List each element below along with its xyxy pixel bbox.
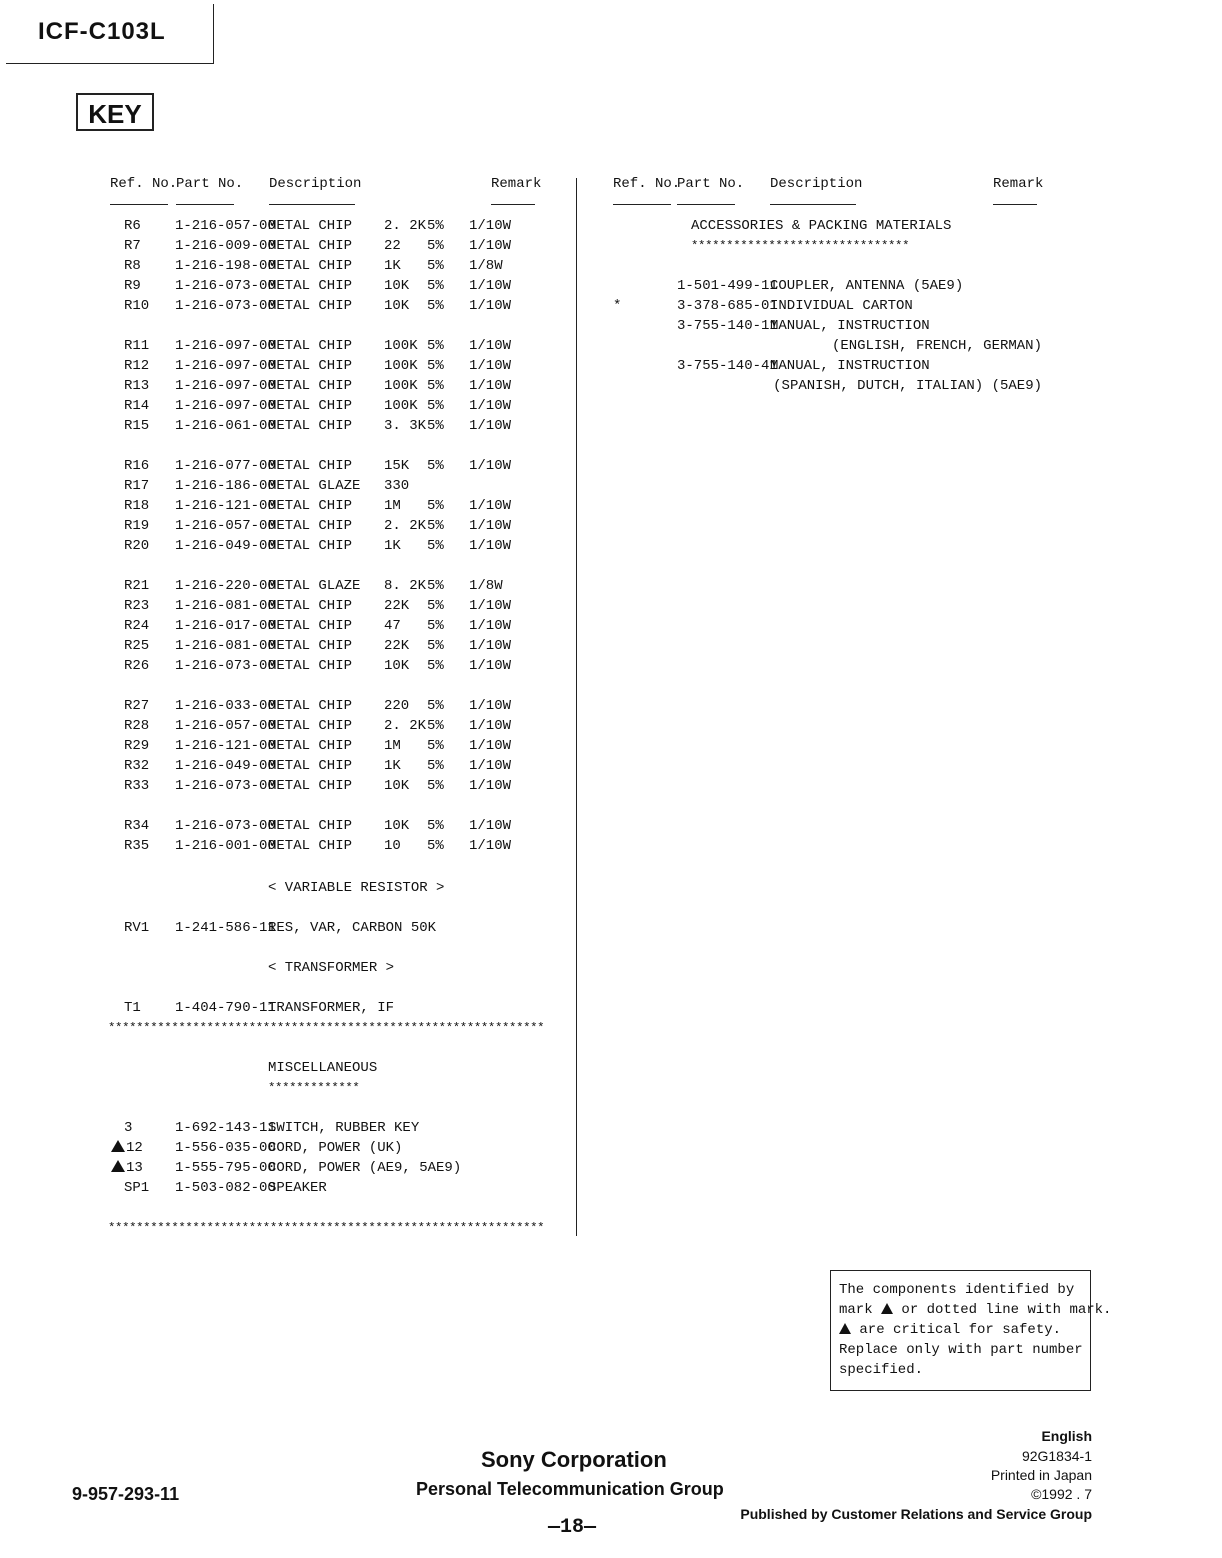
table-row bbox=[577, 276, 1057, 296]
tolerance: 5% bbox=[427, 538, 444, 554]
part-no: 1-216-073-00 bbox=[175, 818, 276, 834]
remark: 1/10W bbox=[469, 738, 512, 754]
value: 10K bbox=[384, 298, 410, 314]
ref-no: R16 bbox=[124, 458, 150, 474]
right-header-desc: Description bbox=[770, 176, 863, 192]
tolerance: 5% bbox=[427, 398, 444, 414]
header-divider-vertical bbox=[213, 4, 214, 64]
part-no: 1-216-097-00 bbox=[175, 358, 276, 374]
part-no: 1-216-017-00 bbox=[175, 618, 276, 634]
remark: 1/10W bbox=[469, 758, 512, 774]
remark: 1/10W bbox=[469, 458, 512, 474]
tolerance: 5% bbox=[427, 218, 444, 234]
value: 2. 2K bbox=[384, 518, 427, 534]
value: 330 bbox=[384, 478, 410, 494]
table-row bbox=[0, 576, 576, 596]
remark: 1/10W bbox=[469, 338, 512, 354]
description: INDIVIDUAL CARTON bbox=[770, 298, 913, 314]
description: TRANSFORMER, IF bbox=[268, 1000, 395, 1016]
tolerance: 5% bbox=[427, 658, 444, 674]
ref-no: R7 bbox=[124, 238, 141, 254]
ref-no: R12 bbox=[124, 358, 150, 374]
value: 10K bbox=[384, 278, 410, 294]
table-row bbox=[0, 636, 576, 656]
remark: 1/10W bbox=[469, 518, 512, 534]
ref-no: R29 bbox=[124, 738, 150, 754]
value: 10K bbox=[384, 778, 410, 794]
description: METAL CHIP bbox=[268, 338, 353, 354]
description: METAL CHIP bbox=[268, 818, 353, 834]
ref-no: R8 bbox=[124, 258, 141, 274]
part-no: 1-216-220-00 bbox=[175, 578, 276, 594]
tolerance: 5% bbox=[427, 618, 444, 634]
tolerance: 5% bbox=[427, 238, 444, 254]
value: 1M bbox=[384, 498, 401, 514]
section-title-misc: MISCELLANEOUS bbox=[268, 1060, 378, 1076]
description: CORD, POWER (AE9, 5AE9) bbox=[268, 1160, 462, 1176]
ref-no: R19 bbox=[124, 518, 150, 534]
ref-no: SP1 bbox=[124, 1180, 150, 1196]
ref-no: 12 bbox=[126, 1140, 143, 1156]
right-header-part: Part No. bbox=[677, 176, 745, 192]
value: 47 bbox=[384, 618, 401, 634]
tolerance: 5% bbox=[427, 278, 444, 294]
description: METAL CHIP bbox=[268, 358, 353, 374]
ref-cell bbox=[111, 1138, 143, 1158]
safety-line: Replace only with part number bbox=[839, 1342, 1083, 1358]
table-row bbox=[0, 296, 576, 316]
part-no: 1-216-033-00 bbox=[175, 698, 276, 714]
header-underline bbox=[491, 204, 535, 205]
description: METAL CHIP bbox=[268, 718, 353, 734]
tolerance: 5% bbox=[427, 418, 444, 434]
document-number: 9-957-293-11 bbox=[72, 1484, 180, 1504]
table-row bbox=[0, 918, 576, 938]
part-no: 1-216-198-00 bbox=[175, 258, 276, 274]
value: 10 bbox=[384, 838, 401, 854]
value: 2. 2K bbox=[384, 718, 427, 734]
ref-no: R17 bbox=[124, 478, 150, 494]
publisher: Published by Customer Relations and Service Group bbox=[740, 1506, 1092, 1522]
part-no: 1-216-057-00 bbox=[175, 718, 276, 734]
value: 22 bbox=[384, 238, 401, 254]
safety-line: The components identified by bbox=[839, 1282, 1075, 1298]
value: 22K bbox=[384, 598, 410, 614]
part-no: 1-216-097-00 bbox=[175, 338, 276, 354]
tolerance: 5% bbox=[427, 298, 444, 314]
table-row bbox=[0, 236, 576, 256]
description-continued: (ENGLISH, FRENCH, GERMAN) bbox=[831, 338, 1042, 354]
header-underline bbox=[993, 204, 1037, 205]
remark: 1/10W bbox=[469, 778, 512, 794]
description: METAL CHIP bbox=[268, 398, 353, 414]
value: 220 bbox=[384, 698, 410, 714]
table-row bbox=[0, 336, 576, 356]
warning-icon bbox=[111, 1160, 125, 1172]
part-no: 1-216-186-00 bbox=[175, 478, 276, 494]
tolerance: 5% bbox=[427, 458, 444, 474]
ref-no: R23 bbox=[124, 598, 150, 614]
ref-no: R25 bbox=[124, 638, 150, 654]
part-no: 1-216-121-00 bbox=[175, 738, 276, 754]
ref-no: R33 bbox=[124, 778, 150, 794]
remark: 1/10W bbox=[469, 598, 512, 614]
remark: 1/10W bbox=[469, 278, 512, 294]
value: 15K bbox=[384, 458, 410, 474]
value: 1M bbox=[384, 738, 401, 754]
description-continued: (SPANISH, DUTCH, ITALIAN) (5AE9) bbox=[773, 378, 1042, 394]
part-no: 1-404-790-11 bbox=[175, 1000, 276, 1016]
part-no: 1-216-073-00 bbox=[175, 298, 276, 314]
remark: 1/10W bbox=[469, 618, 512, 634]
left-header-remark: Remark bbox=[491, 176, 542, 192]
ref-no: R11 bbox=[124, 338, 150, 354]
value: 1K bbox=[384, 258, 401, 274]
safety-note bbox=[830, 1270, 1112, 1391]
description: MANUAL, INSTRUCTION bbox=[770, 358, 930, 374]
ref-cell bbox=[124, 1118, 132, 1138]
table-row bbox=[0, 376, 576, 396]
safety-line: specified. bbox=[839, 1362, 924, 1378]
description: METAL CHIP bbox=[268, 838, 353, 854]
description: METAL GLAZE bbox=[268, 478, 361, 494]
safety-text: mark bbox=[839, 1302, 873, 1318]
description: METAL CHIP bbox=[268, 498, 353, 514]
tolerance: 5% bbox=[427, 738, 444, 754]
description: METAL CHIP bbox=[268, 738, 353, 754]
separator-line: ************************************************************** bbox=[108, 1021, 545, 1035]
remark: 1/8W bbox=[469, 578, 503, 594]
description: METAL CHIP bbox=[268, 258, 353, 274]
header-divider-horizontal bbox=[6, 63, 214, 64]
table-row bbox=[0, 656, 576, 676]
description: METAL CHIP bbox=[268, 278, 353, 294]
ref-no: R13 bbox=[124, 378, 150, 394]
remark: 1/10W bbox=[469, 378, 512, 394]
part-no: 1-216-057-00 bbox=[175, 218, 276, 234]
ref-no: R14 bbox=[124, 398, 150, 414]
description: CORD, POWER (UK) bbox=[268, 1140, 403, 1156]
header-underline bbox=[677, 204, 735, 205]
ref-no: R28 bbox=[124, 718, 150, 734]
description: RES, VAR, CARBON 50K bbox=[268, 920, 437, 936]
header-underline bbox=[176, 204, 234, 205]
ref-cell bbox=[124, 1178, 149, 1198]
table-row bbox=[0, 696, 576, 716]
table-row bbox=[0, 256, 576, 276]
part-no: 1-241-586-11 bbox=[175, 920, 276, 936]
table-row bbox=[0, 736, 576, 756]
description: METAL CHIP bbox=[268, 618, 353, 634]
remark: 1/10W bbox=[469, 838, 512, 854]
part-no: 1-555-795-00 bbox=[175, 1160, 276, 1176]
ref-no: R20 bbox=[124, 538, 150, 554]
part-no: 1-216-073-00 bbox=[175, 658, 276, 674]
description: METAL CHIP bbox=[268, 598, 353, 614]
ref-no: R27 bbox=[124, 698, 150, 714]
table-row bbox=[577, 296, 1057, 316]
remark: 1/10W bbox=[469, 358, 512, 374]
description: METAL CHIP bbox=[268, 418, 353, 434]
safety-line bbox=[839, 1300, 1112, 1320]
print-code: 92G1834-1 bbox=[1021, 1448, 1092, 1464]
warning-icon bbox=[111, 1140, 125, 1152]
new-part-mark: * bbox=[613, 298, 622, 314]
right-header-remark: Remark bbox=[993, 176, 1044, 192]
description: METAL CHIP bbox=[268, 378, 353, 394]
part-no: 1-216-081-00 bbox=[175, 638, 276, 654]
tolerance: 5% bbox=[427, 338, 444, 354]
printed-in: Printed in Japan bbox=[990, 1467, 1092, 1483]
value: 8. 2K bbox=[384, 578, 427, 594]
description: COUPLER, ANTENNA (5AE9) bbox=[770, 278, 964, 294]
tolerance: 5% bbox=[427, 358, 444, 374]
part-no: 1-216-097-00 bbox=[175, 398, 276, 414]
group-name: Personal Telecommunication Group bbox=[416, 1479, 724, 1499]
page-number: —18— bbox=[548, 1516, 597, 1539]
language-label: English bbox=[1041, 1428, 1092, 1444]
tolerance: 5% bbox=[427, 638, 444, 654]
description: METAL CHIP bbox=[268, 658, 353, 674]
description: METAL CHIP bbox=[268, 638, 353, 654]
value: 100K bbox=[384, 378, 418, 394]
corporation-name: Sony Corporation bbox=[481, 1447, 667, 1472]
table-row bbox=[577, 336, 1057, 356]
value: 100K bbox=[384, 338, 418, 354]
table-row bbox=[0, 596, 576, 616]
part-no: 1-216-061-00 bbox=[175, 418, 276, 434]
tolerance: 5% bbox=[427, 758, 444, 774]
part-no: 1-216-077-00 bbox=[175, 458, 276, 474]
tolerance: 5% bbox=[427, 258, 444, 274]
right-header-ref: Ref. No. bbox=[613, 176, 681, 192]
section-title-transformer: < TRANSFORMER > bbox=[268, 960, 395, 976]
description: METAL CHIP bbox=[268, 458, 353, 474]
part-no: 1-556-035-00 bbox=[175, 1140, 276, 1156]
part-no: 1-692-143-11 bbox=[175, 1120, 276, 1136]
value: 22K bbox=[384, 638, 410, 654]
remark: 1/10W bbox=[469, 658, 512, 674]
part-no: 1-216-121-00 bbox=[175, 498, 276, 514]
part-no: 3-755-140-41 bbox=[677, 358, 778, 374]
tolerance: 5% bbox=[427, 698, 444, 714]
table-row bbox=[0, 1178, 576, 1198]
part-no: 1-216-073-00 bbox=[175, 278, 276, 294]
table-row bbox=[0, 356, 576, 376]
tolerance: 5% bbox=[427, 718, 444, 734]
part-no: 1-501-499-11 bbox=[677, 278, 778, 294]
table-row bbox=[0, 998, 576, 1018]
ref-no: T1 bbox=[124, 1000, 141, 1016]
value: 1K bbox=[384, 758, 401, 774]
ref-no: R35 bbox=[124, 838, 150, 854]
ref-no: R26 bbox=[124, 658, 150, 674]
header-underline bbox=[110, 204, 168, 205]
description: METAL CHIP bbox=[268, 518, 353, 534]
table-row bbox=[0, 496, 576, 516]
tolerance: 5% bbox=[427, 818, 444, 834]
header-underline bbox=[770, 204, 856, 205]
section-underline: ************* bbox=[268, 1081, 360, 1095]
description: METAL CHIP bbox=[268, 238, 353, 254]
description: SWITCH, RUBBER KEY bbox=[268, 1120, 420, 1136]
value: 3. 3K bbox=[384, 418, 427, 434]
remark: 1/10W bbox=[469, 818, 512, 834]
remark: 1/10W bbox=[469, 238, 512, 254]
remark: 1/8W bbox=[469, 258, 503, 274]
remark: 1/10W bbox=[469, 298, 512, 314]
table-row bbox=[0, 716, 576, 736]
ref-no: R24 bbox=[124, 618, 150, 634]
ref-no: R18 bbox=[124, 498, 150, 514]
table-row bbox=[0, 476, 576, 496]
tolerance: 5% bbox=[427, 518, 444, 534]
table-row bbox=[0, 416, 576, 436]
part-no: 1-216-009-00 bbox=[175, 238, 276, 254]
tolerance: 5% bbox=[427, 778, 444, 794]
table-row bbox=[0, 1138, 576, 1158]
table-row bbox=[577, 376, 1057, 396]
part-no: 1-503-082-00 bbox=[175, 1180, 276, 1196]
key-label: KEY bbox=[76, 93, 154, 131]
value: 10K bbox=[384, 818, 410, 834]
part-no: 1-216-001-00 bbox=[175, 838, 276, 854]
remark: 1/10W bbox=[469, 698, 512, 714]
description: METAL CHIP bbox=[268, 758, 353, 774]
table-row bbox=[577, 316, 1057, 336]
value: 100K bbox=[384, 398, 418, 414]
table-row bbox=[0, 536, 576, 556]
section-underline: ******************************* bbox=[691, 239, 910, 253]
description: MANUAL, INSTRUCTION bbox=[770, 318, 930, 334]
warning-icon bbox=[881, 1303, 893, 1314]
ref-no: R32 bbox=[124, 758, 150, 774]
value: 100K bbox=[384, 358, 418, 374]
part-no: 1-216-049-00 bbox=[175, 538, 276, 554]
remark: 1/10W bbox=[469, 418, 512, 434]
safety-line bbox=[839, 1320, 1082, 1340]
value: 10K bbox=[384, 658, 410, 674]
description: SPEAKER bbox=[268, 1180, 327, 1196]
part-no: 1-216-097-00 bbox=[175, 378, 276, 394]
description: METAL CHIP bbox=[268, 218, 353, 234]
table-row bbox=[0, 816, 576, 836]
description: METAL CHIP bbox=[268, 698, 353, 714]
tolerance: 5% bbox=[427, 838, 444, 854]
remark: 1/10W bbox=[469, 218, 512, 234]
copyright: ©1992 . 7 bbox=[1031, 1486, 1092, 1502]
part-no: 1-216-057-00 bbox=[175, 518, 276, 534]
table-row bbox=[0, 776, 576, 796]
ref-no: 3 bbox=[124, 1120, 133, 1136]
model-title: ICF-C103L bbox=[38, 18, 166, 45]
ref-no: R21 bbox=[124, 578, 150, 594]
tolerance: 5% bbox=[427, 498, 444, 514]
table-row bbox=[0, 276, 576, 296]
ref-no: R34 bbox=[124, 818, 150, 834]
description: METAL CHIP bbox=[268, 538, 353, 554]
warning-icon bbox=[839, 1323, 851, 1334]
table-row bbox=[577, 356, 1057, 376]
tolerance: 5% bbox=[427, 578, 444, 594]
tolerance: 5% bbox=[427, 598, 444, 614]
remark: 1/10W bbox=[469, 498, 512, 514]
section-title-variable-resistor: < VARIABLE RESISTOR > bbox=[268, 880, 445, 896]
value: 2. 2K bbox=[384, 218, 427, 234]
remark: 1/10W bbox=[469, 638, 512, 654]
table-row bbox=[0, 1118, 576, 1138]
ref-no: R10 bbox=[124, 298, 150, 314]
header-underline bbox=[613, 204, 671, 205]
table-row bbox=[0, 756, 576, 776]
ref-no: 13 bbox=[126, 1160, 143, 1176]
section-title-accessories: ACCESSORIES & PACKING MATERIALS bbox=[691, 218, 952, 234]
table-row bbox=[0, 836, 576, 856]
safety-text: are critical for safety. bbox=[859, 1322, 1062, 1338]
value: 1K bbox=[384, 538, 401, 554]
ref-no: R9 bbox=[124, 278, 141, 294]
description: METAL CHIP bbox=[268, 778, 353, 794]
tolerance: 5% bbox=[427, 378, 444, 394]
left-header-ref: Ref. No. bbox=[110, 176, 178, 192]
part-no: 3-378-685-01 bbox=[677, 298, 778, 314]
ref-no: R15 bbox=[124, 418, 150, 434]
table-row bbox=[0, 616, 576, 636]
table-row bbox=[0, 456, 576, 476]
left-header-desc: Description bbox=[269, 176, 362, 192]
remark: 1/10W bbox=[469, 398, 512, 414]
description: METAL CHIP bbox=[268, 298, 353, 314]
table-row bbox=[0, 396, 576, 416]
ref-cell bbox=[111, 1158, 143, 1178]
left-header-part: Part No. bbox=[176, 176, 244, 192]
remark: 1/10W bbox=[469, 538, 512, 554]
header-underline bbox=[269, 204, 355, 205]
part-no: 3-755-140-11 bbox=[677, 318, 778, 334]
table-row bbox=[0, 1158, 576, 1178]
table-row bbox=[0, 216, 576, 236]
safety-text: or dotted line with mark. bbox=[901, 1302, 1112, 1318]
remark: 1/10W bbox=[469, 718, 512, 734]
part-no: 1-216-049-00 bbox=[175, 758, 276, 774]
part-no: 1-216-073-00 bbox=[175, 778, 276, 794]
ref-no: R6 bbox=[124, 218, 141, 234]
separator-line: ************************************************************** bbox=[108, 1221, 545, 1235]
table-row bbox=[0, 516, 576, 536]
ref-no: RV1 bbox=[124, 920, 150, 936]
part-no: 1-216-081-00 bbox=[175, 598, 276, 614]
description: METAL GLAZE bbox=[268, 578, 361, 594]
